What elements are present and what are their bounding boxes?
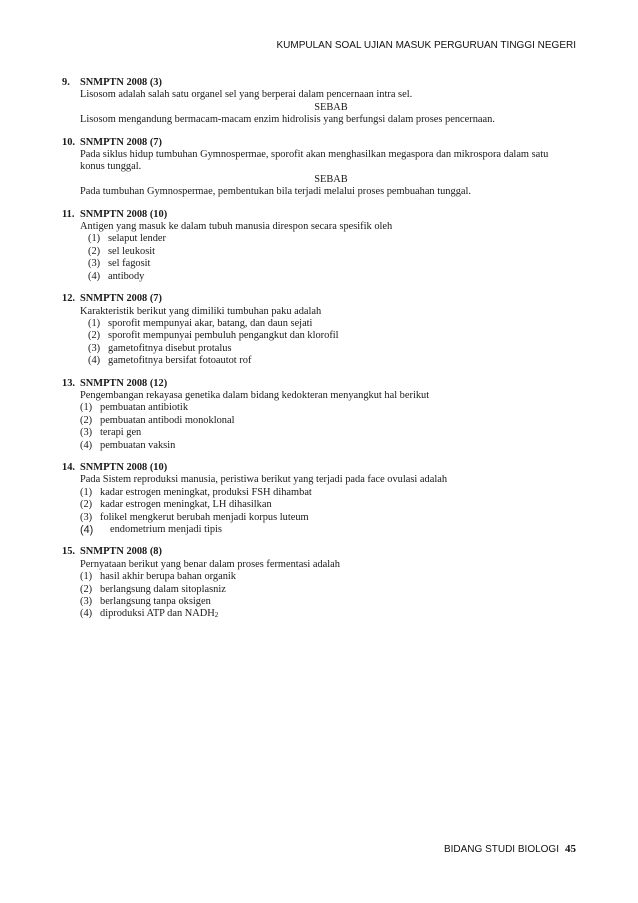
sebab-label: SEBAB xyxy=(314,173,348,185)
question-14 xyxy=(62,462,582,536)
option-item: (2) kadar estrogen meningkat, LH dihasilkan xyxy=(80,499,272,511)
page-number: 45 xyxy=(565,843,576,855)
question-reason: Lisosom mengandung bermacam-macam enzim hidrolisis yang berfungsi dalam proses pencernaan. xyxy=(80,114,495,126)
question-source: SNMPTN 2008 (7) xyxy=(80,136,162,148)
question-number: 12. xyxy=(62,293,75,305)
question-13 xyxy=(62,378,582,452)
question-number: 13. xyxy=(62,377,75,389)
question-list xyxy=(62,77,582,631)
option-item: (1) hasil akhir berupa bahan organik xyxy=(80,571,236,583)
question-prompt: Pada Sistem reproduksi manusia, peristiwa berikut yang terjadi pada face ovulasi adalah xyxy=(80,474,448,486)
question-number: 10. xyxy=(62,136,75,148)
option-item: (4) antibody xyxy=(88,270,145,282)
option-item: (1) pembuatan antibiotik xyxy=(80,402,189,414)
option-item: (2) berlangsung dalam sitoplasniz xyxy=(80,583,226,595)
option-item: (4) endometrium menjadi tipis xyxy=(80,524,222,536)
option-item: (3) folikel mengkerut berubah menjadi korpus luteum xyxy=(80,511,309,523)
option-item: (1) kadar estrogen meningkat, produksi FSH dihambat xyxy=(80,486,312,498)
question-prompt: Pengembangan rekayasa genetika dalam bidang kedokteran menyangkut hal berikut xyxy=(80,389,430,401)
option-item: (2) pembuatan antibodi monoklonal xyxy=(80,414,235,426)
question-prompt: Pernyataan berikut yang benar dalam proses fermentasi adalah xyxy=(80,558,340,570)
question-number: 9. xyxy=(62,77,70,88)
option-list xyxy=(80,402,582,452)
question-statement: Pada siklus hidup tumbuhan Gymnospermae, sporofit akan menghasilkan megaspora dan mikrospora dalam satu xyxy=(80,149,549,161)
question-reason: Pada tumbuhan Gymnospermae, pembentukan bila terjadi melalui proses pembuahan tunggal. xyxy=(80,186,471,198)
question-12 xyxy=(62,293,582,367)
option-item: (2) sporofit mempunyai pembuluh pengangkut dan klorofil xyxy=(88,330,339,342)
question-9 xyxy=(62,77,582,127)
page-footer xyxy=(444,843,576,855)
question-source: SNMPTN 2008 (7) xyxy=(80,293,162,305)
option-item: (3) gametofitnya disebut protalus xyxy=(88,342,232,354)
option-item: (4) pembuatan vaksin xyxy=(80,439,176,451)
question-number: 14. xyxy=(62,461,75,473)
option-item: (4) diproduksi ATP dan $NADH_2$ xyxy=(80,608,219,620)
option-list xyxy=(80,487,582,537)
footer-label: BIDANG STUDI BIOLOGI xyxy=(443,844,559,855)
option-list xyxy=(80,571,582,621)
option-item: (3) terapi gen xyxy=(80,427,142,439)
option-item: (2) sel leukosit xyxy=(88,245,156,257)
option-item: (1) sporofit mempunyai akar, batang, dan daun sejati xyxy=(88,317,313,329)
question-prompt: Antigen yang masuk ke dalam tubuh manusia direspon secara spesifik oleh xyxy=(80,221,393,233)
question-source: SNMPTN 2008 (10) xyxy=(80,461,168,473)
option-list xyxy=(74,318,582,368)
subscript: 2 xyxy=(214,611,219,620)
question-10 xyxy=(62,137,582,199)
question-number: 15. xyxy=(62,546,75,558)
question-statement: Lisosom adalah salah satu organel sel yang berperai dalam pencernaan intra sel. xyxy=(80,89,413,101)
option-item: (4) gametofitnya bersifat fotoautot rof xyxy=(88,355,252,367)
question-source: SNMPTN 2008 (3) xyxy=(80,77,162,88)
option-item: (3) berlangsung tanpa oksigen xyxy=(80,596,211,608)
option-item: (3) sel fagosit xyxy=(88,258,151,270)
question-15 xyxy=(62,546,582,620)
running-header: KUMPULAN SOAL UJIAN MASUK PERGURUAN TINGGI NEGERI xyxy=(276,40,576,51)
question-statement-cont: konus tunggal. xyxy=(80,161,142,173)
question-source: SNMPTN 2008 (12) xyxy=(80,377,168,389)
option-list xyxy=(74,233,582,283)
question-source: SNMPTN 2008 (10) xyxy=(80,208,168,220)
question-number: 11. xyxy=(62,208,75,220)
sebab-label: SEBAB xyxy=(314,101,348,113)
question-prompt: Karakteristik berikut yang dimiliki tumbuhan paku adalah xyxy=(80,305,322,317)
option-item: (1) selaput lender xyxy=(88,233,166,245)
question-11 xyxy=(62,209,582,283)
question-source: SNMPTN 2008 (8) xyxy=(80,546,162,558)
